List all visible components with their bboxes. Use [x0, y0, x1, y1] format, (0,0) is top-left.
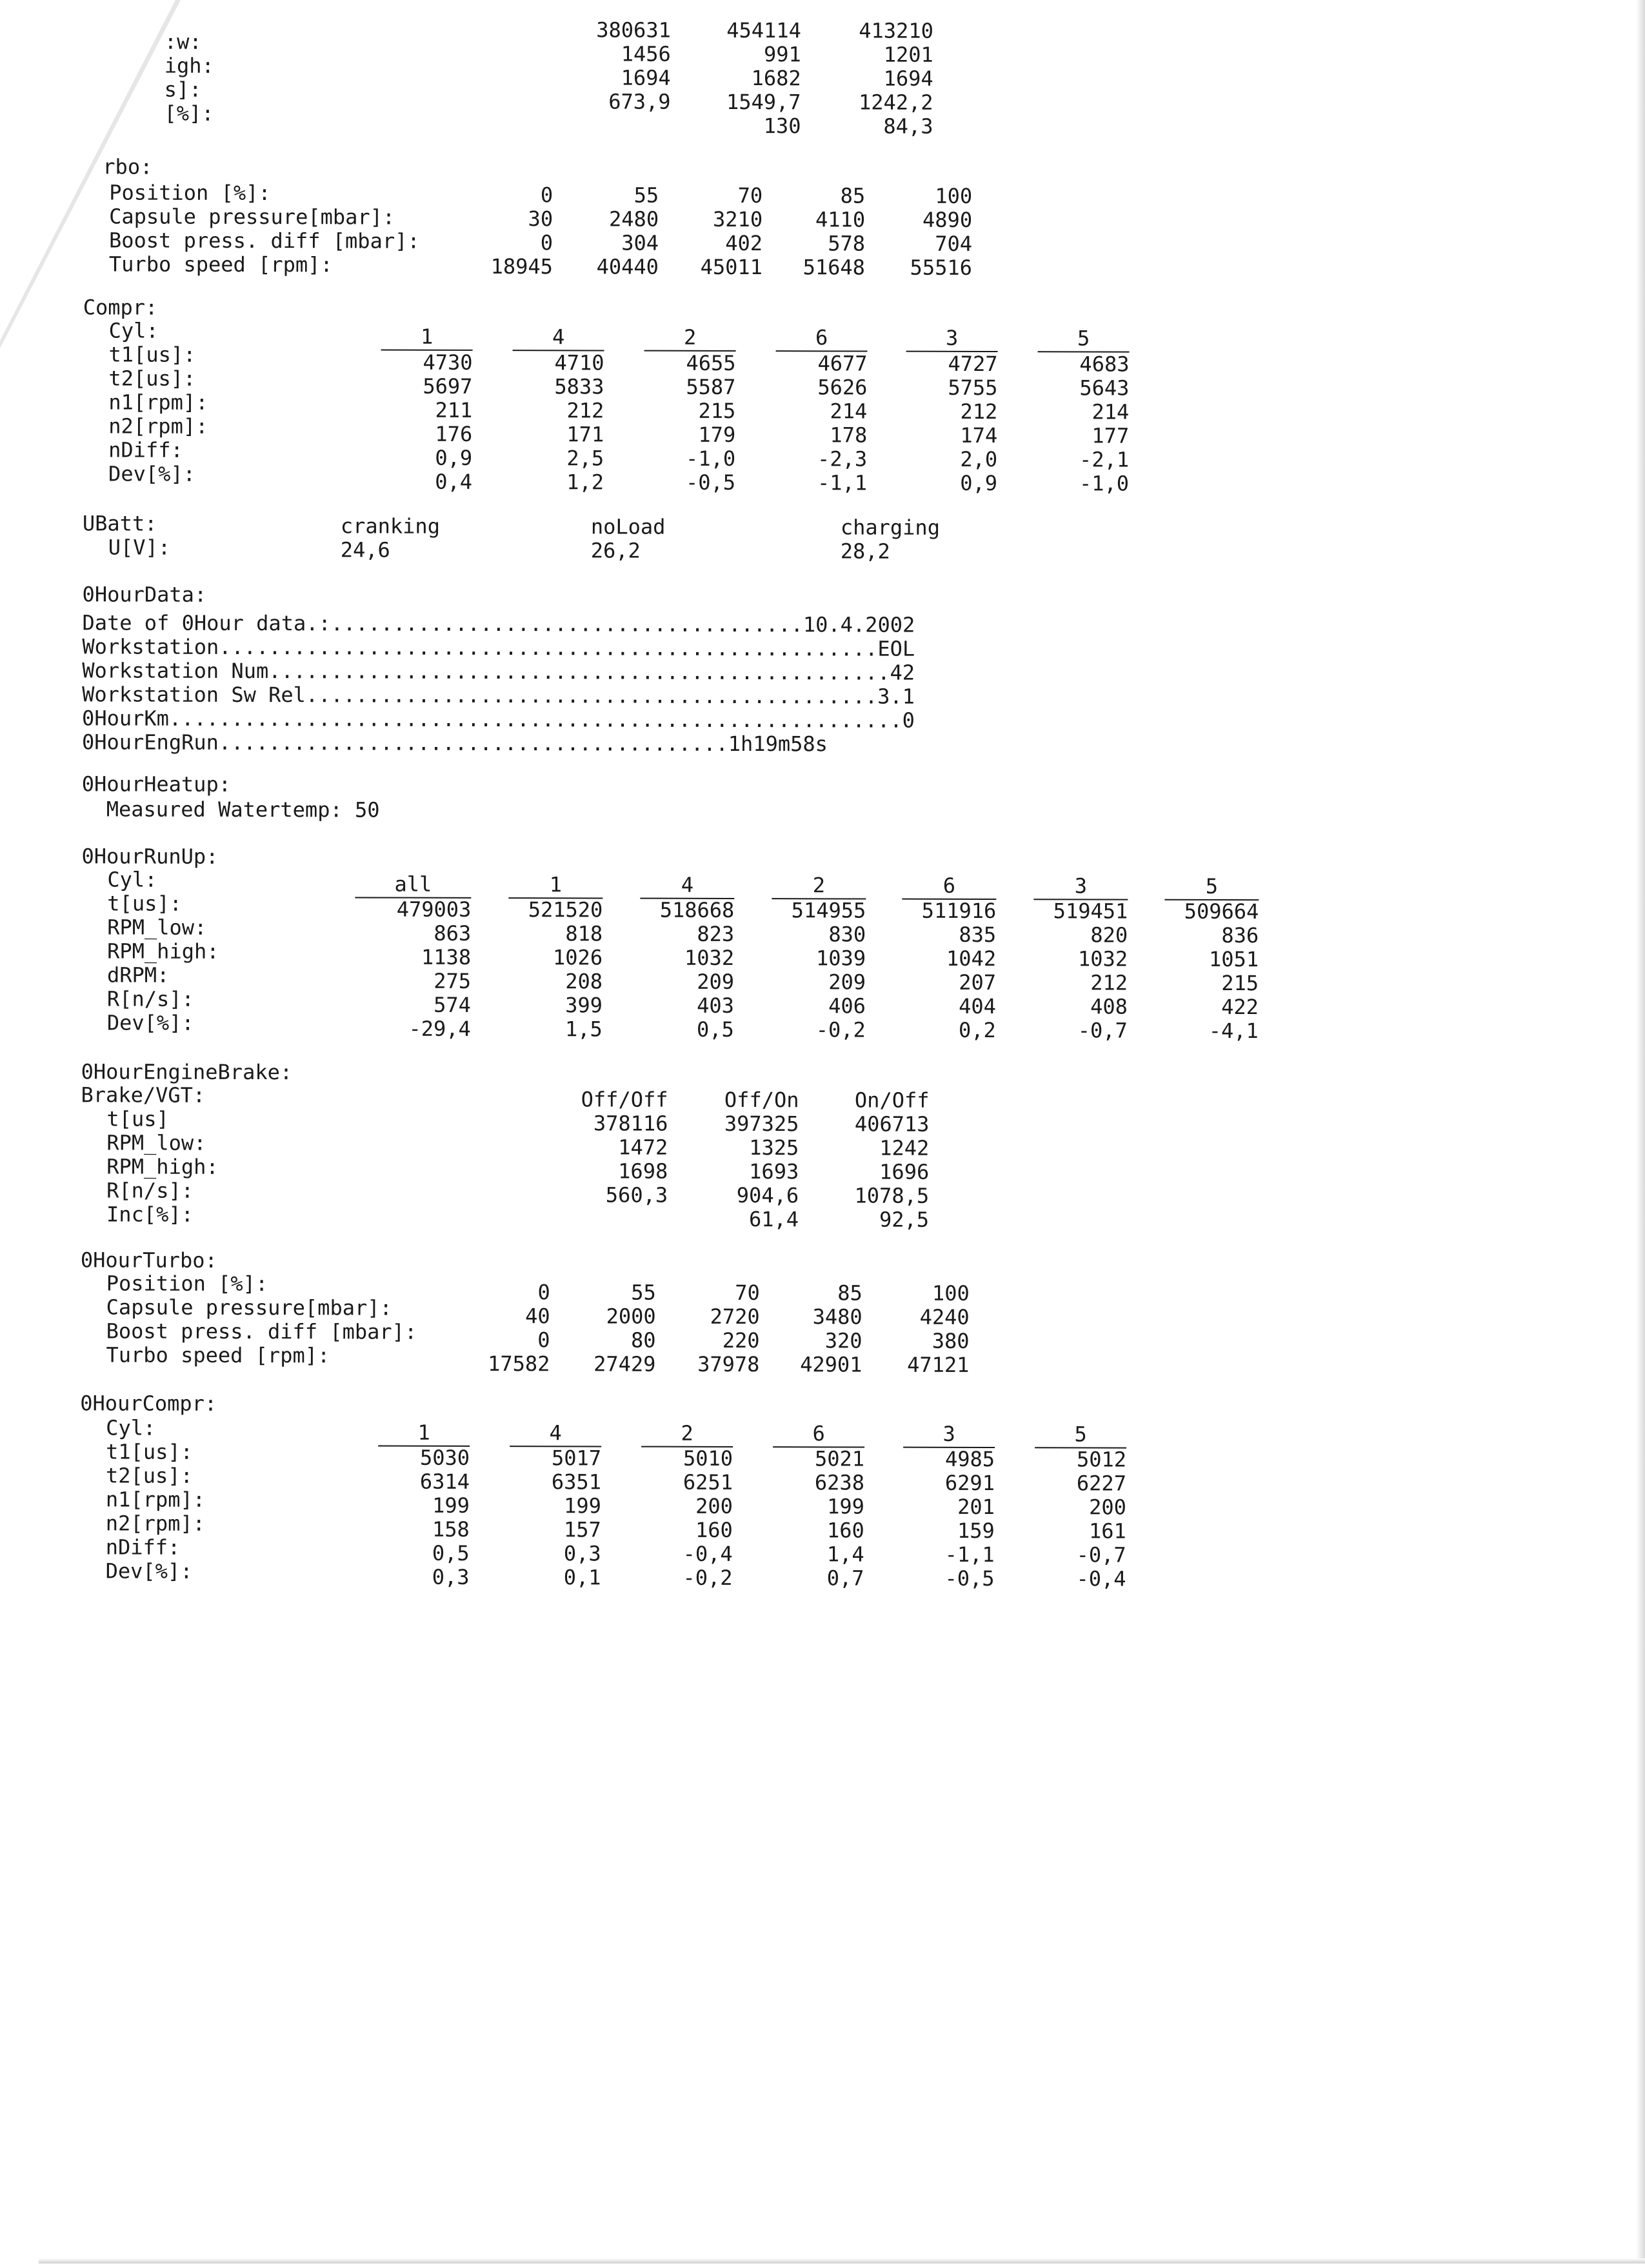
table-cell: 835	[959, 922, 997, 948]
table-cell: -2,1	[1079, 447, 1130, 472]
table-cell: 2000	[606, 1304, 656, 1329]
table-cell: 209	[828, 970, 866, 995]
table-cell: 518668	[659, 897, 735, 922]
table-cell: 0,4	[435, 469, 473, 494]
table-cell: 179	[698, 422, 736, 447]
table-cell: 1325	[749, 1135, 799, 1160]
row-label: RPM_low:	[107, 915, 207, 940]
row-label: nDiff:	[108, 437, 183, 463]
table-cell: 413210	[859, 18, 933, 43]
data-line: Workstation.....................................................EOL	[82, 634, 915, 661]
data-line: Workstation Num..................................................42	[82, 658, 915, 685]
table-cell: 45011	[700, 254, 763, 280]
table-cell: 208	[565, 969, 603, 994]
table-cell: 5021	[814, 1446, 865, 1471]
table-cell: 4710	[554, 350, 604, 375]
column-header: Off/On	[724, 1087, 799, 1113]
row-label: dRPM:	[106, 962, 170, 988]
table-cell: 215	[1221, 970, 1259, 996]
table-cell: 214	[1092, 399, 1130, 424]
cyl-header: 4	[681, 872, 694, 897]
table-cell: 1549,7	[726, 89, 801, 115]
table-cell: 397325	[724, 1111, 799, 1137]
table-cell: 6351	[551, 1469, 602, 1495]
row-label: n2[rpm]:	[108, 413, 208, 439]
table-cell: 5012	[1076, 1447, 1127, 1472]
table-cell: 0,9	[960, 470, 998, 496]
table-cell: -1,0	[686, 446, 736, 471]
row-label: t2[us]:	[105, 1463, 193, 1488]
table-cell: 0,1	[563, 1565, 601, 1590]
table-cell: 55516	[910, 255, 972, 280]
table-cell: 0,2	[958, 1017, 996, 1043]
row-label: n1[rpm]:	[108, 390, 208, 415]
row-label: Capsule pressure[mbar]:	[106, 1295, 392, 1320]
row-label: t1[us]:	[106, 1439, 194, 1464]
table-cell: 1138	[421, 944, 472, 970]
table-cell: 24,6	[340, 537, 390, 562]
row-label: igh:	[164, 53, 214, 78]
table-cell: -0,4	[1076, 1566, 1126, 1591]
row-label: s]:	[164, 77, 202, 102]
table-cell: -0,5	[685, 470, 736, 495]
table-cell: 406713	[854, 1111, 930, 1137]
section-title: 0HourEngineBrake:	[81, 1059, 293, 1085]
column-header: Off/Off	[581, 1087, 668, 1112]
table-cell: 578	[828, 231, 866, 256]
table-cell: 0	[537, 1328, 550, 1353]
table-cell: 4655	[686, 350, 736, 375]
row-label: t[us]:	[107, 891, 182, 916]
table-cell: 27429	[593, 1351, 656, 1377]
row-label: R[n/s]:	[106, 986, 194, 1011]
table-cell: 28,2	[840, 539, 890, 564]
row-label: :w:	[164, 29, 202, 54]
table-cell: 212	[960, 399, 998, 424]
row-label: Boost press. diff [mbar]:	[106, 1318, 417, 1344]
section-title: 0HourHeatup:	[81, 771, 232, 797]
table-cell: 199	[564, 1493, 601, 1518]
table-cell: 1694	[621, 65, 671, 90]
table-cell: 17582	[488, 1351, 550, 1377]
row-label: t2[us]:	[108, 366, 196, 391]
table-cell: 158	[432, 1517, 470, 1542]
table-cell: 1693	[749, 1159, 799, 1184]
table-cell: 275	[434, 968, 472, 993]
table-cell: 304	[621, 230, 659, 255]
table-cell: 1,5	[564, 1017, 603, 1042]
table-cell: 574	[434, 992, 471, 1017]
row-label: Capsule pressure[mbar]:	[109, 204, 395, 230]
table-cell: 1242,2	[858, 90, 933, 115]
table-cell: 1242	[879, 1135, 930, 1160]
table-cell: 404	[959, 993, 996, 1019]
row-label: Position [%]:	[106, 1271, 268, 1297]
table-cell: 55	[631, 1280, 656, 1305]
row-label: RPM_high:	[107, 939, 219, 964]
table-cell: 159	[957, 1518, 995, 1544]
table-cell: 220	[722, 1328, 760, 1353]
table-cell: 1032	[684, 945, 735, 970]
table-cell: 4240	[919, 1304, 970, 1329]
table-cell: 0,5	[432, 1540, 470, 1566]
table-cell: 1,2	[566, 470, 604, 495]
table-cell: 26,2	[590, 538, 641, 563]
page-edge-shadow	[1636, 0, 1645, 2263]
row-label: [%]:	[164, 101, 214, 126]
row-label: Inc[%]:	[106, 1202, 194, 1227]
table-cell: 1682	[751, 66, 801, 91]
table-cell: 2,5	[566, 446, 604, 471]
row-label: U[V]:	[108, 535, 171, 560]
section-title: rbo:	[103, 154, 153, 179]
table-cell: 92,5	[879, 1207, 930, 1232]
page-bottom-shadow	[39, 2258, 1645, 2263]
table-cell: 511916	[921, 898, 997, 924]
row-label: t[us]	[106, 1106, 169, 1131]
table-cell: 1039	[816, 946, 866, 971]
table-cell: 0,3	[432, 1564, 470, 1589]
table-cell: 904,6	[736, 1182, 799, 1208]
table-cell: 818	[565, 921, 603, 946]
table-cell: 5643	[1079, 375, 1130, 401]
cyl-header: 1	[549, 872, 563, 897]
table-cell: 830	[828, 922, 866, 947]
row-label: t1[us]:	[108, 342, 196, 367]
table-cell: 0	[540, 183, 553, 208]
table-cell: 200	[695, 1493, 733, 1518]
cyl-header: 5	[1205, 873, 1219, 899]
cyl-header: 1	[417, 1420, 430, 1445]
row-label: Position [%]:	[109, 180, 271, 206]
table-cell: -0,4	[683, 1541, 733, 1566]
cyl-header: 5	[1077, 326, 1090, 351]
table-cell: 18945	[490, 254, 553, 279]
table-cell: 209	[697, 969, 735, 994]
table-cell: 157	[563, 1517, 601, 1542]
table-cell: 1,4	[826, 1542, 864, 1567]
table-cell: 836	[1221, 922, 1259, 948]
data-line: 0HourKm...........................................................0	[82, 706, 915, 733]
table-cell: 521520	[528, 897, 603, 922]
table-cell: 55	[633, 183, 659, 208]
table-cell: 454114	[726, 17, 801, 43]
table-cell: 1696	[879, 1159, 930, 1184]
cyl-header: 3	[1074, 873, 1088, 899]
cyl-header: 4	[549, 1420, 562, 1446]
table-cell: 207	[959, 970, 997, 995]
table-cell: 0,5	[696, 1017, 734, 1042]
table-cell: 30	[528, 206, 553, 232]
table-cell: 4730	[423, 350, 473, 375]
row-label: Cyl:	[106, 1415, 156, 1440]
cyl-header: 4	[552, 324, 565, 350]
table-cell: 5626	[817, 375, 868, 400]
table-cell: 40440	[596, 254, 659, 279]
table-cell: 84,3	[883, 114, 933, 139]
table-cell: 161	[1088, 1518, 1126, 1544]
table-cell: 1042	[946, 946, 997, 971]
cyl-header: all	[394, 871, 432, 897]
table-cell: 380	[932, 1328, 970, 1353]
table-cell: -0,2	[815, 1017, 866, 1042]
table-cell: 100	[935, 183, 973, 208]
table-cell: 1032	[1078, 946, 1128, 971]
section-title: 0HourData:	[82, 582, 207, 607]
column-header: charging	[840, 515, 941, 540]
table-cell: 0,9	[435, 445, 473, 470]
table-cell: 4985	[944, 1446, 995, 1472]
row-label: Boost press. diff [mbar]:	[108, 228, 420, 254]
row-label: Cyl:	[107, 867, 157, 892]
table-cell: 171	[566, 422, 604, 447]
table-cell: 509664	[1184, 899, 1259, 924]
table-cell: 1026	[553, 945, 603, 970]
table-cell: 212	[1090, 970, 1128, 995]
table-cell: -2,3	[817, 446, 868, 472]
table-cell: 1698	[618, 1159, 668, 1184]
cyl-header: 1	[420, 324, 434, 349]
table-cell: 0,7	[826, 1566, 864, 1591]
table-cell: 4683	[1079, 352, 1130, 377]
table-cell: 4890	[922, 207, 973, 232]
data-line: Measured Watertemp: 50	[106, 797, 380, 822]
table-cell: 51648	[803, 255, 865, 280]
table-cell: 200	[1089, 1495, 1126, 1520]
table-cell: 85	[840, 183, 866, 208]
table-cell: 1472	[618, 1135, 668, 1160]
table-cell: 823	[697, 921, 735, 946]
table-cell: 560,3	[605, 1182, 668, 1208]
table-cell: 214	[830, 399, 868, 424]
table-cell: -1,1	[817, 470, 868, 495]
table-cell: 61,4	[748, 1207, 799, 1232]
table-cell: 863	[434, 920, 472, 946]
table-cell: 1201	[883, 42, 933, 67]
table-cell: 4110	[815, 207, 866, 232]
table-cell: 1078,5	[854, 1183, 930, 1208]
row-label: RPM_low:	[106, 1130, 206, 1155]
table-cell: 820	[1090, 922, 1128, 948]
data-line: 0HourEngRun.........................................1h19m58s	[81, 730, 828, 757]
table-cell: 0	[540, 230, 553, 255]
table-cell: 479003	[396, 897, 472, 922]
table-cell: 6251	[683, 1469, 733, 1495]
table-cell: -4,1	[1208, 1018, 1259, 1044]
table-cell: 3480	[812, 1304, 862, 1329]
cyl-header: 2	[681, 1420, 693, 1446]
table-cell: 406	[828, 993, 866, 1019]
table-cell: 1694	[883, 66, 933, 91]
table-cell: 2480	[609, 206, 659, 232]
row-label: Cyl:	[108, 318, 159, 343]
table-cell: 6314	[419, 1469, 470, 1494]
cyl-header: 5	[1074, 1422, 1087, 1447]
table-cell: 673,9	[608, 89, 671, 114]
table-cell: 201	[957, 1494, 995, 1520]
table-cell: 6227	[1076, 1471, 1127, 1496]
table-cell: 37978	[697, 1351, 760, 1377]
row-label: Dev[%]:	[106, 1010, 194, 1035]
table-cell: 3210	[713, 206, 763, 232]
table-cell: 422	[1221, 994, 1259, 1020]
section-title: 0HourCompr:	[80, 1391, 217, 1416]
table-cell: 100	[932, 1280, 970, 1306]
table-cell: 42901	[800, 1352, 862, 1377]
table-cell: 80	[630, 1328, 656, 1353]
table-cell: 399	[565, 993, 603, 1018]
row-label: Brake/VGT:	[81, 1082, 206, 1108]
table-cell: 0,3	[563, 1541, 601, 1566]
table-cell: 174	[960, 423, 998, 448]
cyl-header: 6	[812, 1421, 825, 1446]
column-header: noLoad	[590, 514, 666, 539]
table-cell: 6291	[944, 1470, 995, 1496]
table-cell: -29,4	[408, 1016, 471, 1041]
table-cell: -0,5	[944, 1566, 995, 1591]
section-title: 0HourTurbo:	[80, 1248, 217, 1273]
table-cell: 2720	[710, 1304, 760, 1329]
table-cell: 320	[824, 1328, 862, 1353]
table-cell: -0,2	[683, 1565, 733, 1590]
table-cell: 5010	[683, 1446, 733, 1471]
table-cell: 130	[763, 114, 801, 139]
table-cell: 378116	[593, 1111, 668, 1136]
table-cell: 4727	[948, 351, 998, 377]
row-label: R[n/s]:	[106, 1178, 194, 1203]
row-label: Dev[%]:	[108, 461, 195, 486]
section-title: 0HourRunUp:	[81, 844, 219, 869]
table-cell: 70	[735, 1280, 760, 1306]
table-cell: 177	[1092, 423, 1130, 448]
table-cell: 2,0	[960, 446, 998, 472]
data-line: Workstation Sw Rel..............................................3.1	[82, 682, 915, 709]
table-cell: 0	[537, 1280, 550, 1305]
table-cell: 1051	[1209, 946, 1259, 972]
table-cell: 199	[432, 1493, 470, 1518]
table-cell: 85	[837, 1280, 862, 1306]
table-cell: 408	[1090, 994, 1128, 1019]
table-cell: 5587	[686, 374, 736, 399]
table-cell: 4677	[817, 351, 868, 376]
table-cell: 212	[566, 398, 604, 423]
table-cell: 178	[830, 423, 868, 448]
row-label: RPM_high:	[106, 1154, 219, 1179]
table-cell: 1456	[621, 41, 671, 66]
table-cell: 402	[725, 230, 763, 256]
table-cell: 403	[697, 993, 734, 1018]
table-cell: 70	[737, 183, 763, 208]
cyl-header: 2	[812, 873, 826, 898]
table-cell: 704	[935, 231, 973, 256]
table-cell: 211	[435, 397, 473, 423]
table-cell: -0,7	[1076, 1542, 1126, 1567]
table-cell: 5030	[419, 1445, 470, 1470]
table-cell: 991	[763, 42, 801, 67]
table-cell: 6238	[814, 1470, 865, 1495]
row-label: Turbo speed [rpm]:	[106, 1342, 330, 1368]
data-line: Date of 0Hour data.:......................................10.4.2002	[82, 610, 915, 637]
table-cell: 5017	[551, 1446, 602, 1471]
table-cell: 47121	[907, 1352, 970, 1377]
cyl-header: 6	[815, 325, 828, 350]
folded-corner-fill	[0, 0, 175, 341]
table-cell: 519451	[1053, 899, 1128, 924]
row-label: Dev[%]:	[105, 1558, 193, 1584]
table-cell: 215	[698, 398, 736, 423]
table-cell: 380631	[596, 17, 671, 43]
cyl-header: 2	[683, 324, 697, 350]
table-cell: 40	[525, 1304, 550, 1329]
table-cell: 5833	[554, 374, 604, 399]
column-header: cranking	[340, 513, 441, 539]
table-cell: 5755	[948, 375, 998, 401]
section-title: UBatt:	[82, 511, 157, 536]
table-cell: 176	[435, 421, 473, 446]
row-label: nDiff:	[105, 1535, 181, 1560]
table-cell: -1,0	[1079, 471, 1130, 496]
cyl-header: 6	[942, 873, 956, 898]
table-cell: -0,7	[1077, 1018, 1128, 1043]
section-title: Compr:	[83, 295, 158, 320]
table-cell: 160	[695, 1517, 733, 1542]
table-cell: -1,1	[944, 1542, 995, 1567]
table-cell: 160	[826, 1518, 864, 1543]
column-header: On/Off	[854, 1088, 930, 1113]
row-label: n1[rpm]:	[105, 1487, 206, 1512]
row-label: Turbo speed [rpm]:	[108, 252, 333, 277]
table-cell: 5697	[423, 373, 473, 399]
table-cell: 514955	[791, 898, 866, 923]
cyl-header: 3	[945, 325, 959, 350]
table-cell: 199	[827, 1494, 864, 1519]
row-label: n2[rpm]:	[105, 1511, 205, 1536]
cyl-header: 3	[942, 1421, 955, 1446]
